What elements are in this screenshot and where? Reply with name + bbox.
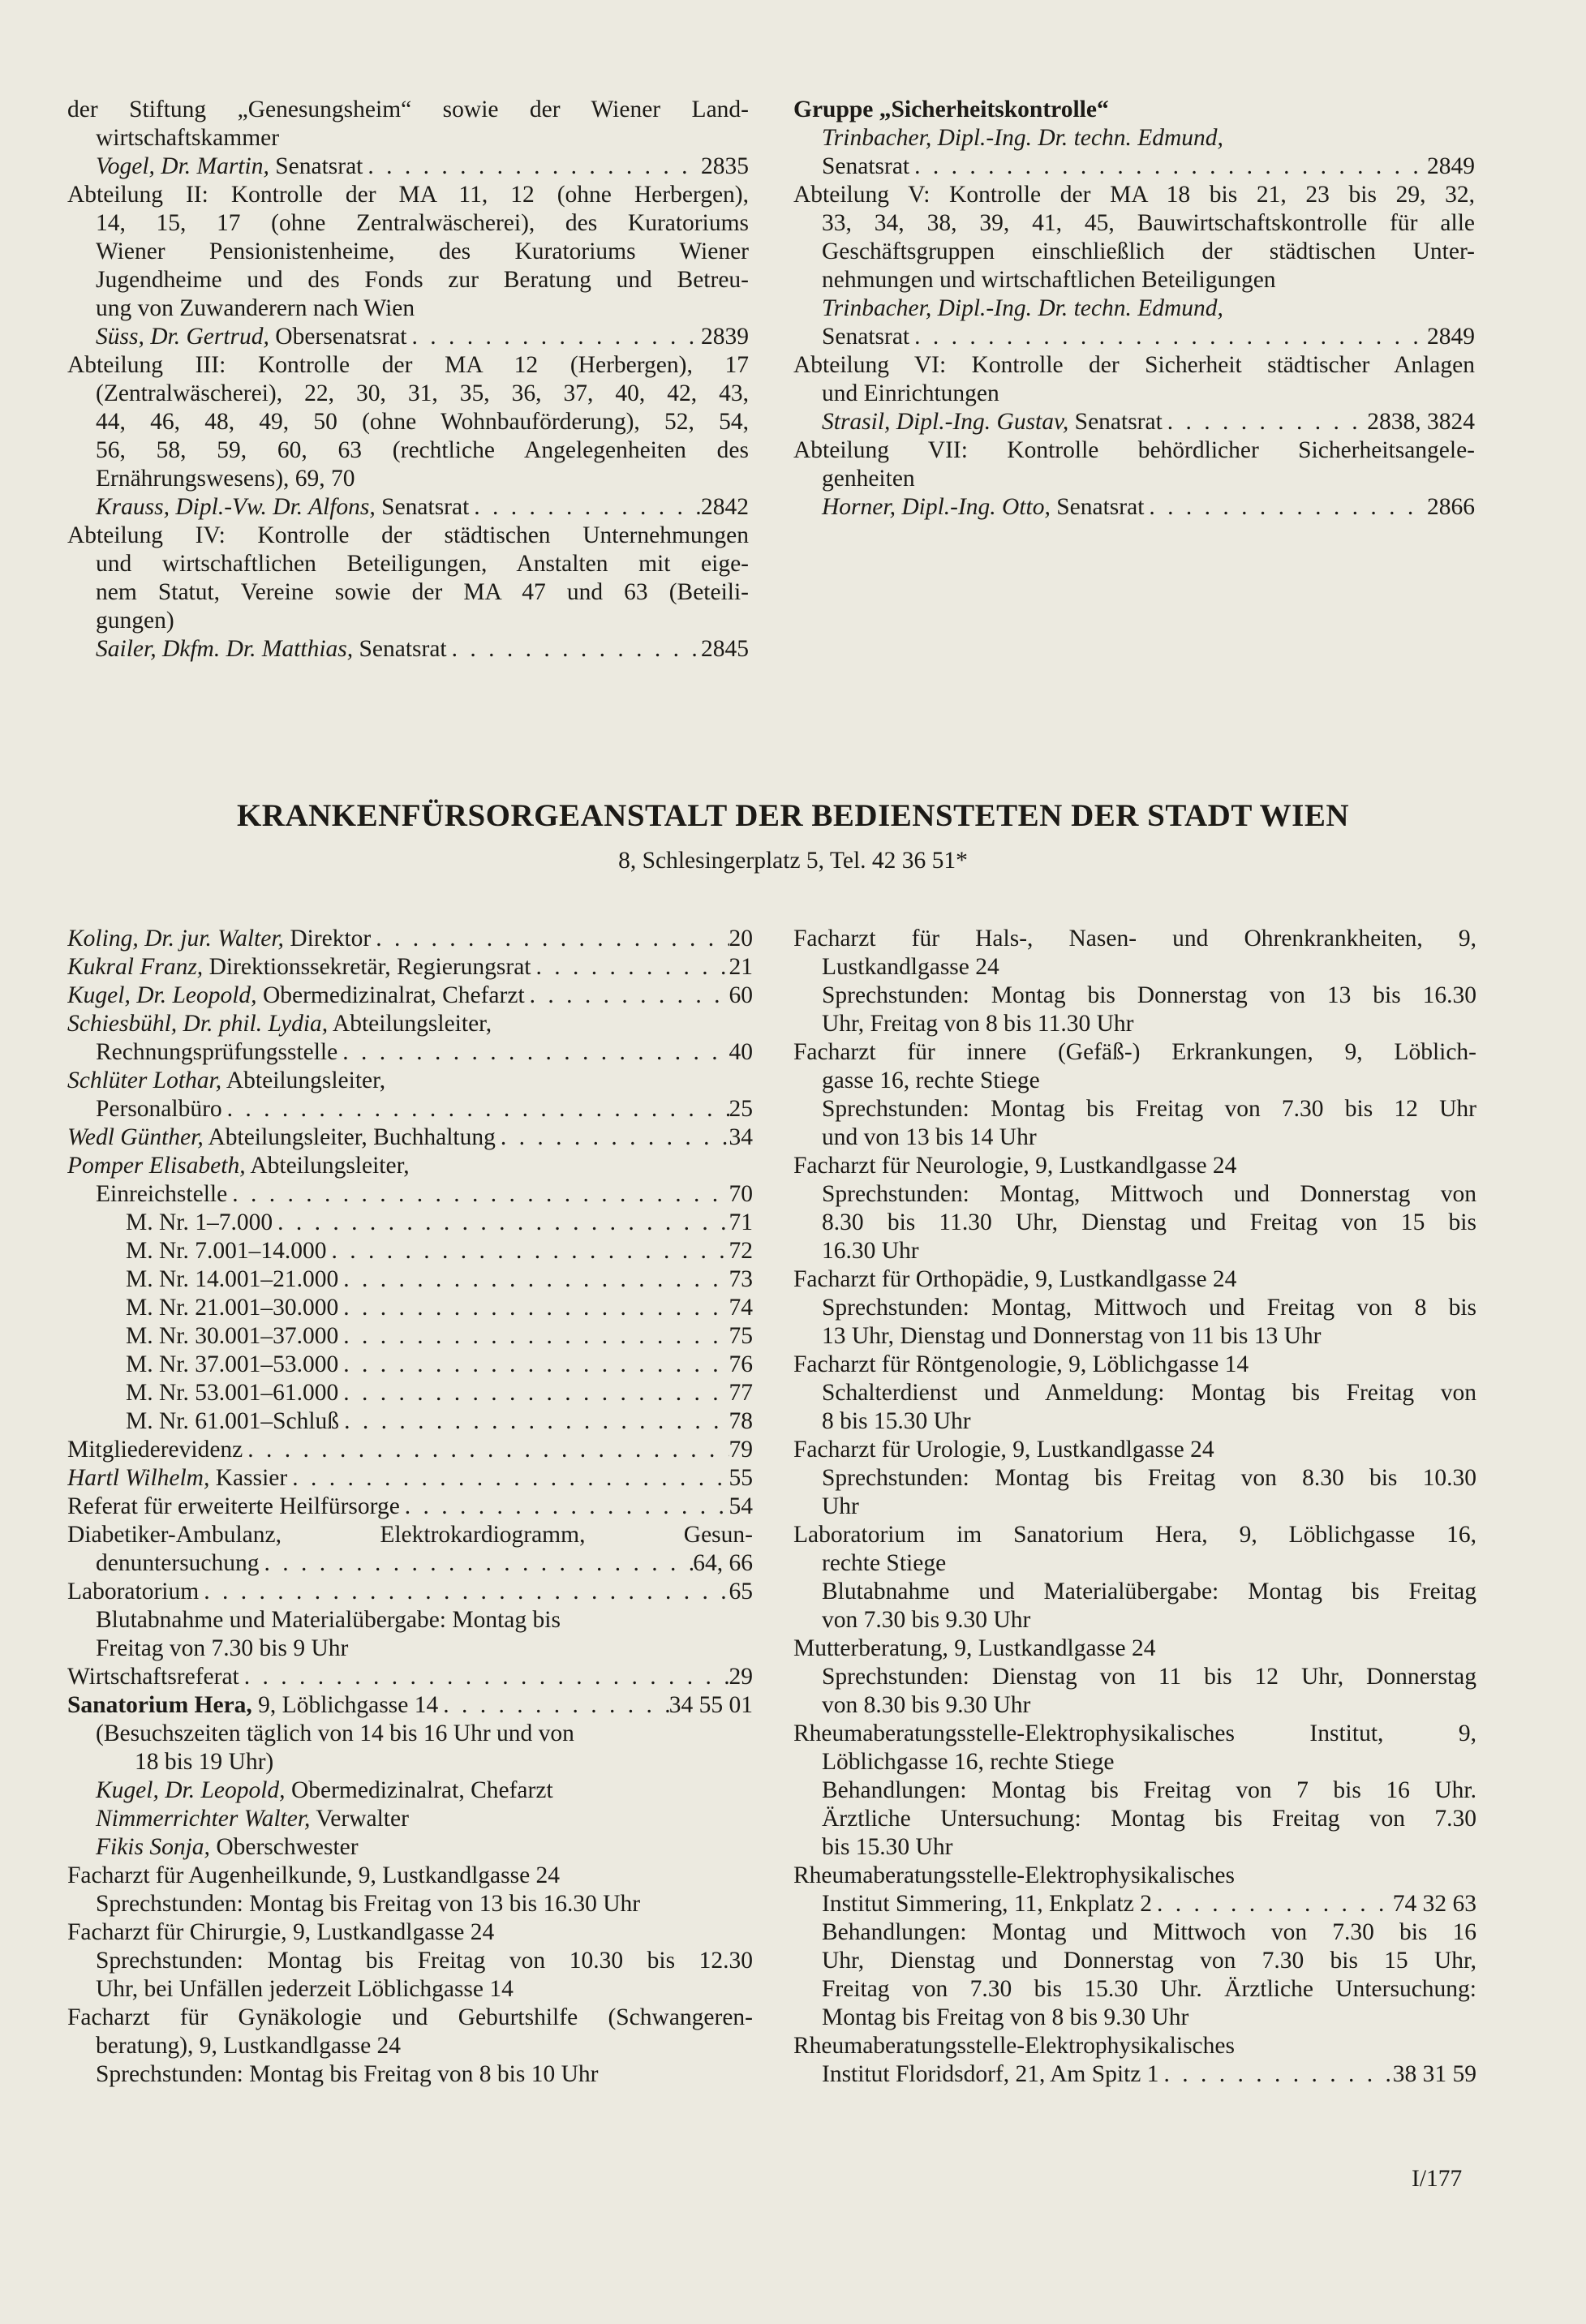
text-line: und von 13 bis 14 Uhr bbox=[822, 1124, 1037, 1150]
text-line: 13 Uhr, Dienstag und Donnerstag von 11 bis 13 Uhr bbox=[822, 1323, 1322, 1349]
text-line: 44, 46, 48, 49, 50 (ohne Wohnbauförderung), 52, 54, bbox=[96, 409, 749, 435]
text-line: Blutabnahme und Materialübergabe: Montag bis bbox=[96, 1607, 561, 1633]
text-line: Facharzt für Gynäkologie und Geburtshilfe (Schwangeren- bbox=[67, 2004, 753, 2030]
text-line: Behandlungen: Montag und Mittwoch von 7.30 bis 16 bbox=[822, 1919, 1476, 1945]
text-line: Sprechstunden: Montag bis Freitag von 7.30 bis 12 Uhr bbox=[822, 1096, 1476, 1122]
text-line: Facharzt für Röntgenologie, 9, Löblichgasse 14 bbox=[793, 1351, 1249, 1377]
text-line: Ärztliche Untersuchung: Montag bis Freitag von 7.30 bbox=[822, 1806, 1476, 1832]
text-line: Abteilung III: Kontrolle der MA 12 (Herbergen), 17 bbox=[67, 352, 749, 378]
text-line: Trinbacher, Dipl.-Ing. Dr. techn. Edmund, bbox=[822, 125, 1223, 151]
text-line: Behandlungen: Montag bis Freitag von 7 bis 16 Uhr. bbox=[822, 1777, 1476, 1803]
text-line: Abteilung VII: Kontrolle behördlicher Sicherheitsangele- bbox=[793, 437, 1475, 463]
text-line: Diabetiker-Ambulanz, Elektrokardiogramm, Gesun- bbox=[67, 1522, 753, 1548]
text-line: und Einrichtungen bbox=[822, 380, 999, 406]
text-line: Löblichgasse 16, rechte Stiege bbox=[822, 1749, 1115, 1775]
text-line: Facharzt für innere (Gefäß-) Erkrankungen, 9, Löblich- bbox=[793, 1039, 1476, 1065]
entry-kugel: Kugel, Dr. Leopold, Obermedizinalrat, Chefarzt . . . 60 bbox=[67, 982, 753, 1010]
entry-schlueter-sub: Personalbüro . . . 25 bbox=[67, 1095, 753, 1123]
entry-referat: Referat für erweiterte Heilfürsorge . . . 54 bbox=[67, 1493, 753, 1521]
section-heading: KRANKENFÜRSORGEANSTALT DER BEDIENSTETEN DER STADT WIEN bbox=[236, 798, 1350, 833]
text-line: Facharzt für Chirurgie, 9, Lustkandlgasse 24 bbox=[67, 1919, 495, 1945]
section-address: 8, Schlesingerplatz 5, Tel. 42 36 51* bbox=[618, 848, 968, 874]
text-line: Facharzt für Hals-, Nasen- und Ohrenkrankheiten, 9, bbox=[793, 926, 1476, 952]
text-line: der Stiftung „Genesungsheim“ sowie der Wiener Land- bbox=[67, 97, 749, 122]
text-line: beratung), 9, Lustkandlgasse 24 bbox=[96, 2033, 402, 2059]
text-line: Wiener Pensionistenheime, des Kuratoriums Wiener bbox=[96, 238, 749, 264]
bottom-right-lines-2 bbox=[793, 1918, 1476, 2060]
text-line: von 8.30 bis 9.30 Uhr bbox=[822, 1692, 1031, 1718]
text-line: Abteilung V: Kontrolle der MA 18 bis 21, 23 bis 29, 32, bbox=[793, 182, 1475, 208]
text-line: 14, 15, 17 (ohne Zentralwäscherei), des Kuratoriums bbox=[96, 210, 749, 236]
mnr-row: M. Nr. 61.001–Schluß . . . 78 bbox=[67, 1407, 753, 1436]
text-line: Geschäftsgruppen einschließlich der städtischen Unter- bbox=[822, 238, 1475, 264]
entry-floridsdorf: Institut Floridsdorf, 21, Am Spitz 1 . . . 38 31 59 bbox=[793, 2060, 1476, 2089]
text-line: gungen) bbox=[96, 608, 174, 634]
entry-laboratorium: Laboratorium . . . 65 bbox=[67, 1578, 753, 1606]
text-line: Sprechstunden: Montag bis Freitag von 8 bis 10 Uhr bbox=[96, 2061, 599, 2087]
text-line: Jugendheime und des Fonds zur Beratung und Betreu- bbox=[96, 267, 749, 293]
text-line: Freitag von 7.30 bis 15.30 Uhr. Ärztliche Untersuchung: bbox=[822, 1976, 1476, 2002]
entry-simmering: Institut Simmering, 11, Enkplatz 2 . . . 74 32 63 bbox=[793, 1890, 1476, 1918]
text-line: genheiten bbox=[822, 466, 915, 492]
text-line: Sprechstunden: Montag, Mittwoch und Freitag von 8 bis bbox=[822, 1295, 1476, 1321]
text-line: Fikis Sonja, Oberschwester bbox=[96, 1834, 359, 1860]
entry-suess: Süss, Dr. Gertrud, Obersenatsrat . . . 2839 bbox=[67, 323, 749, 351]
text-line: Freitag von 7.30 bis 9 Uhr bbox=[96, 1635, 349, 1661]
group-heading: Gruppe „Sicherheitskontrolle“ bbox=[793, 97, 1109, 122]
entry-wedl: Wedl Günther, Abteilungsleiter, Buchhaltung . . . 34 bbox=[67, 1123, 753, 1152]
text-line: Blutabnahme und Materialübergabe: Montag bis Freitag bbox=[822, 1579, 1476, 1604]
text-line: 8 bis 15.30 Uhr bbox=[822, 1408, 971, 1434]
entry-sailer: Sailer, Dkfm. Dr. Matthias, Senatsrat . . . 2845 bbox=[67, 635, 749, 664]
entry-diabetiker: denuntersuchung . . . 64, 66 bbox=[67, 1549, 753, 1578]
entry-vogel: Vogel, Dr. Martin, Senatsrat . . . 2835 bbox=[67, 152, 749, 181]
text-line: Abteilung II: Kontrolle der MA 11, 12 (ohne Herbergen), bbox=[67, 182, 749, 208]
text-line: Laboratorium im Sanatorium Hera, 9, Löblichgasse 16, bbox=[793, 1522, 1476, 1548]
text-line: Sprechstunden: Montag, Mittwoch und Donnerstag von bbox=[822, 1181, 1476, 1207]
entry-trinbacher: Senatsrat . . . 2849 bbox=[793, 152, 1475, 181]
text-line: Sprechstunden: Montag bis Freitag von 13 bis 16.30 Uhr bbox=[96, 1891, 641, 1917]
text-line: Rheumaberatungsstelle-Elektrophysikalisches bbox=[793, 1862, 1235, 1888]
text-line: Sprechstunden: Montag bis Freitag von 8.30 bis 10.30 bbox=[822, 1465, 1476, 1491]
text-line: Uhr, Dienstag und Donnerstag von 7.30 bis 15 Uhr, bbox=[822, 1948, 1476, 1974]
text-line: 16.30 Uhr bbox=[822, 1238, 919, 1264]
bottom-right-column bbox=[793, 925, 1476, 2089]
text-line: Kugel, Dr. Leopold, Obermedizinalrat, Chefarzt bbox=[96, 1777, 553, 1803]
text-line: Ernährungswesens), 69, 70 bbox=[96, 466, 355, 492]
text-line: gasse 16, rechte Stiege bbox=[822, 1067, 1040, 1093]
text-line: Uhr, bei Unfällen jederzeit Löblichgasse 14 bbox=[96, 1976, 514, 2002]
text-line: Trinbacher, Dipl.-Ing. Dr. techn. Edmund, bbox=[822, 295, 1223, 321]
text-line: Abteilung IV: Kontrolle der städtischen Unternehmungen bbox=[67, 522, 749, 548]
text-line: rechte Stiege bbox=[822, 1550, 947, 1576]
text-line: Rheumaberatungsstelle-Elektrophysikalisches Institut, 9, bbox=[793, 1720, 1476, 1746]
entry-koling: Koling, Dr. jur. Walter, Direktor . . . 20 bbox=[67, 925, 753, 953]
entry-trinbacher-2: Senatsrat . . . 2849 bbox=[793, 323, 1475, 351]
top-right-column bbox=[793, 96, 1475, 522]
mnr-row: M. Nr. 37.001–53.000 . . . 76 bbox=[67, 1351, 753, 1379]
entry-schiesbuehl: Schiesbühl, Dr. phil. Lydia, Abteilungsleiter, bbox=[67, 1011, 492, 1037]
entry-pomper-sub: Einreichstelle . . . 70 bbox=[67, 1180, 753, 1209]
text-line: (Besuchszeiten täglich von 14 bis 16 Uhr und von bbox=[96, 1720, 574, 1746]
entry-pomper: Pomper Elisabeth, Abteilungsleiter, bbox=[67, 1153, 410, 1179]
text-line: und wirtschaftlichen Beteiligungen, Anstalten mit eige- bbox=[96, 551, 749, 577]
text-line: Facharzt für Neurologie, 9, Lustkandlgasse 24 bbox=[793, 1153, 1237, 1179]
text-line: Facharzt für Orthopädie, 9, Lustkandlgasse 24 bbox=[793, 1266, 1237, 1292]
entry-hartl: Hartl Wilhelm, Kassier . . . 55 bbox=[67, 1464, 753, 1493]
text-line: Lustkandlgasse 24 bbox=[822, 954, 999, 980]
entry-krauss: Krauss, Dipl.-Vw. Dr. Alfons, Senatsrat . . . 2842 bbox=[67, 493, 749, 522]
text-line: Uhr, Freitag von 8 bis 11.30 Uhr bbox=[822, 1011, 1134, 1037]
entry-schiesbuehl-sub: Rechnungsprüfungsstelle . . . 40 bbox=[67, 1038, 753, 1067]
text-line: Schalterdienst und Anmeldung: Montag bis Freitag von bbox=[822, 1380, 1476, 1406]
text-line: wirtschaftskammer bbox=[96, 125, 280, 151]
entry-strasil: Strasil, Dipl.-Ing. Gustav, Senatsrat . . . 2838, 3824 bbox=[793, 408, 1475, 436]
text-line: Sprechstunden: Montag bis Freitag von 10.30 bis 12.30 bbox=[96, 1948, 753, 1974]
entry-mitgliederevidenz: Mitgliederevidenz . . . 79 bbox=[67, 1436, 753, 1464]
text-line: 56, 58, 59, 60, 63 (rechtliche Angelegenheiten des bbox=[96, 437, 749, 463]
text-line: ung von Zuwanderern nach Wien bbox=[96, 295, 415, 321]
page-number: I/177 bbox=[1412, 2166, 1463, 2192]
text-line: Abteilung VI: Kontrolle der Sicherheit städtischer Anlagen bbox=[793, 352, 1475, 378]
text-line: von 7.30 bis 9.30 Uhr bbox=[822, 1607, 1031, 1633]
text-line: Facharzt für Augenheilkunde, 9, Lustkandlgasse 24 bbox=[67, 1862, 561, 1888]
text-line: nehmungen und wirtschaftlichen Beteiligungen bbox=[822, 267, 1276, 293]
text-line: Rheumaberatungsstelle-Elektrophysikalisches bbox=[793, 2033, 1235, 2059]
entry-kukral: Kukral Franz, Direktionssekretär, Regierungsrat . . . 21 bbox=[67, 953, 753, 982]
text-line: Uhr bbox=[822, 1493, 859, 1519]
text-line: Facharzt für Urologie, 9, Lustkandlgasse 24 bbox=[793, 1437, 1214, 1463]
mnr-row: M. Nr. 1–7.000 . . . 71 bbox=[67, 1209, 753, 1237]
mnr-row: M. Nr. 21.001–30.000 . . . 74 bbox=[67, 1294, 753, 1322]
entry-wirtschaftsreferat: Wirtschaftsreferat . . . 29 bbox=[67, 1663, 753, 1691]
text-line: (Zentralwäscherei), 22, 30, 31, 35, 36, 37, 40, 42, 43, bbox=[96, 380, 749, 406]
mnr-row: M. Nr. 30.001–37.000 . . . 75 bbox=[67, 1322, 753, 1351]
bottom-left-column bbox=[67, 925, 753, 2089]
text-line: Sprechstunden: Dienstag von 11 bis 12 Uhr, Donnerstag bbox=[822, 1664, 1476, 1690]
entry-schlueter: Schlüter Lothar, Abteilungsleiter, bbox=[67, 1067, 386, 1093]
entry-horner: Horner, Dipl.-Ing. Otto, Senatsrat . . . 2866 bbox=[793, 493, 1475, 522]
text-line: 33, 34, 38, 39, 41, 45, Bauwirtschaftskontrolle für alle bbox=[822, 210, 1475, 236]
text-line: Sprechstunden: Montag bis Donnerstag von 13 bis 16.30 bbox=[822, 982, 1476, 1008]
mnr-row: M. Nr. 14.001–21.000 . . . 73 bbox=[67, 1265, 753, 1294]
mnr-row: M. Nr. 53.001–61.000 . . . 77 bbox=[67, 1379, 753, 1407]
entry-sanatorium-hera: Sanatorium Hera, 9, Löblichgasse 14 . . . 34 55 01 bbox=[67, 1691, 753, 1720]
bottom-right-lines bbox=[793, 925, 1476, 1890]
text-line: Nimmerrichter Walter, Verwalter bbox=[96, 1806, 409, 1832]
text-line: nem Statut, Vereine sowie der MA 47 und 63 (Beteili- bbox=[96, 579, 749, 605]
text-line: Mutterberatung, 9, Lustkandlgasse 24 bbox=[793, 1635, 1156, 1661]
text-line: Montag bis Freitag von 8 bis 9.30 Uhr bbox=[822, 2004, 1189, 2030]
top-left-column bbox=[67, 96, 749, 664]
text-line: 18 bis 19 Uhr) bbox=[135, 1749, 274, 1775]
text-line: bis 15.30 Uhr bbox=[822, 1834, 953, 1860]
text-line: 8.30 bis 11.30 Uhr, Dienstag und Freitag von 15 bis bbox=[822, 1209, 1476, 1235]
mnr-row: M. Nr. 7.001–14.000 . . . 72 bbox=[67, 1237, 753, 1265]
